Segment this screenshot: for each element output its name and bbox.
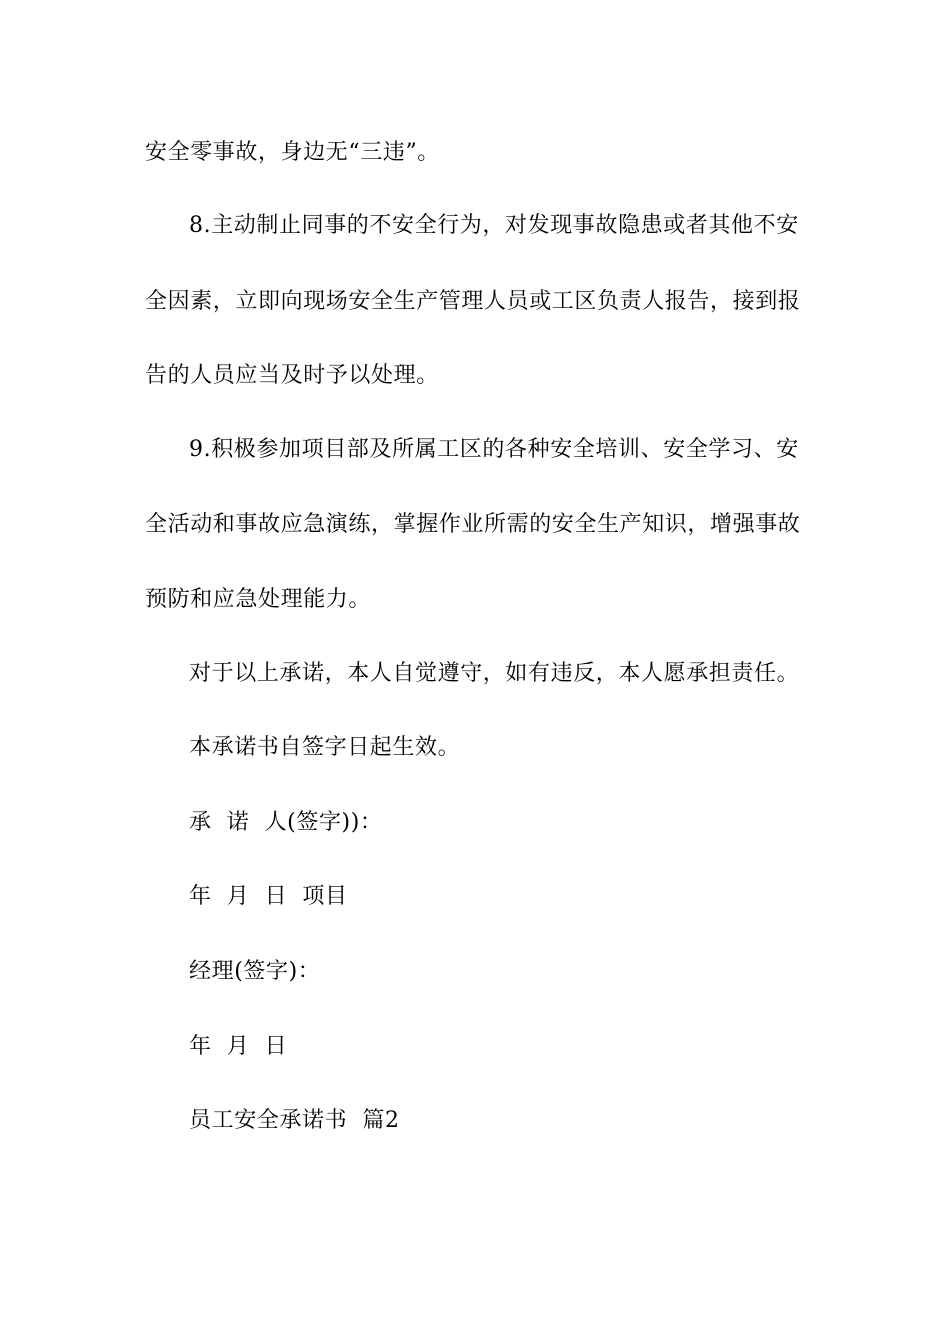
date-project-label: 年 月 日 项目 <box>189 884 348 909</box>
commitment-statement: 对于以上承诺，本人自觉遵守，如有违反，本人愿承担责任。 <box>189 661 800 686</box>
promisor-signature-label: 承 诺 人(签字))： <box>189 810 383 835</box>
manager-signature-label: 经理(签字)： <box>189 959 321 984</box>
section-heading: 员工安全承诺书 篇2 <box>189 1108 400 1133</box>
date-label: 年 月 日 <box>189 1034 288 1059</box>
item-8-line-2: 全因素，立即向现场安全生产管理人员或工区负责人报告，接到报 <box>145 289 801 314</box>
paragraph-line: 安全零事故，身边无“三违”。 <box>145 140 440 165</box>
item-9-line-1: 9.积极参加项目部及所属工区的各种安全培训、安全学习、安 <box>189 437 799 462</box>
item-9-line-3: 预防和应急处理能力。 <box>145 587 372 612</box>
item-8-line-3: 告的人员应当及时予以处理。 <box>145 363 439 388</box>
item-9-line-2: 全活动和事故应急演练，掌握作业所需的安全生产知识，增强事故 <box>145 512 801 537</box>
item-8-line-1: 8.主动制止同事的不安全行为，对发现事故隐患或者其他不安 <box>189 213 799 238</box>
effective-statement: 本承诺书自签字日起生效。 <box>189 735 461 760</box>
